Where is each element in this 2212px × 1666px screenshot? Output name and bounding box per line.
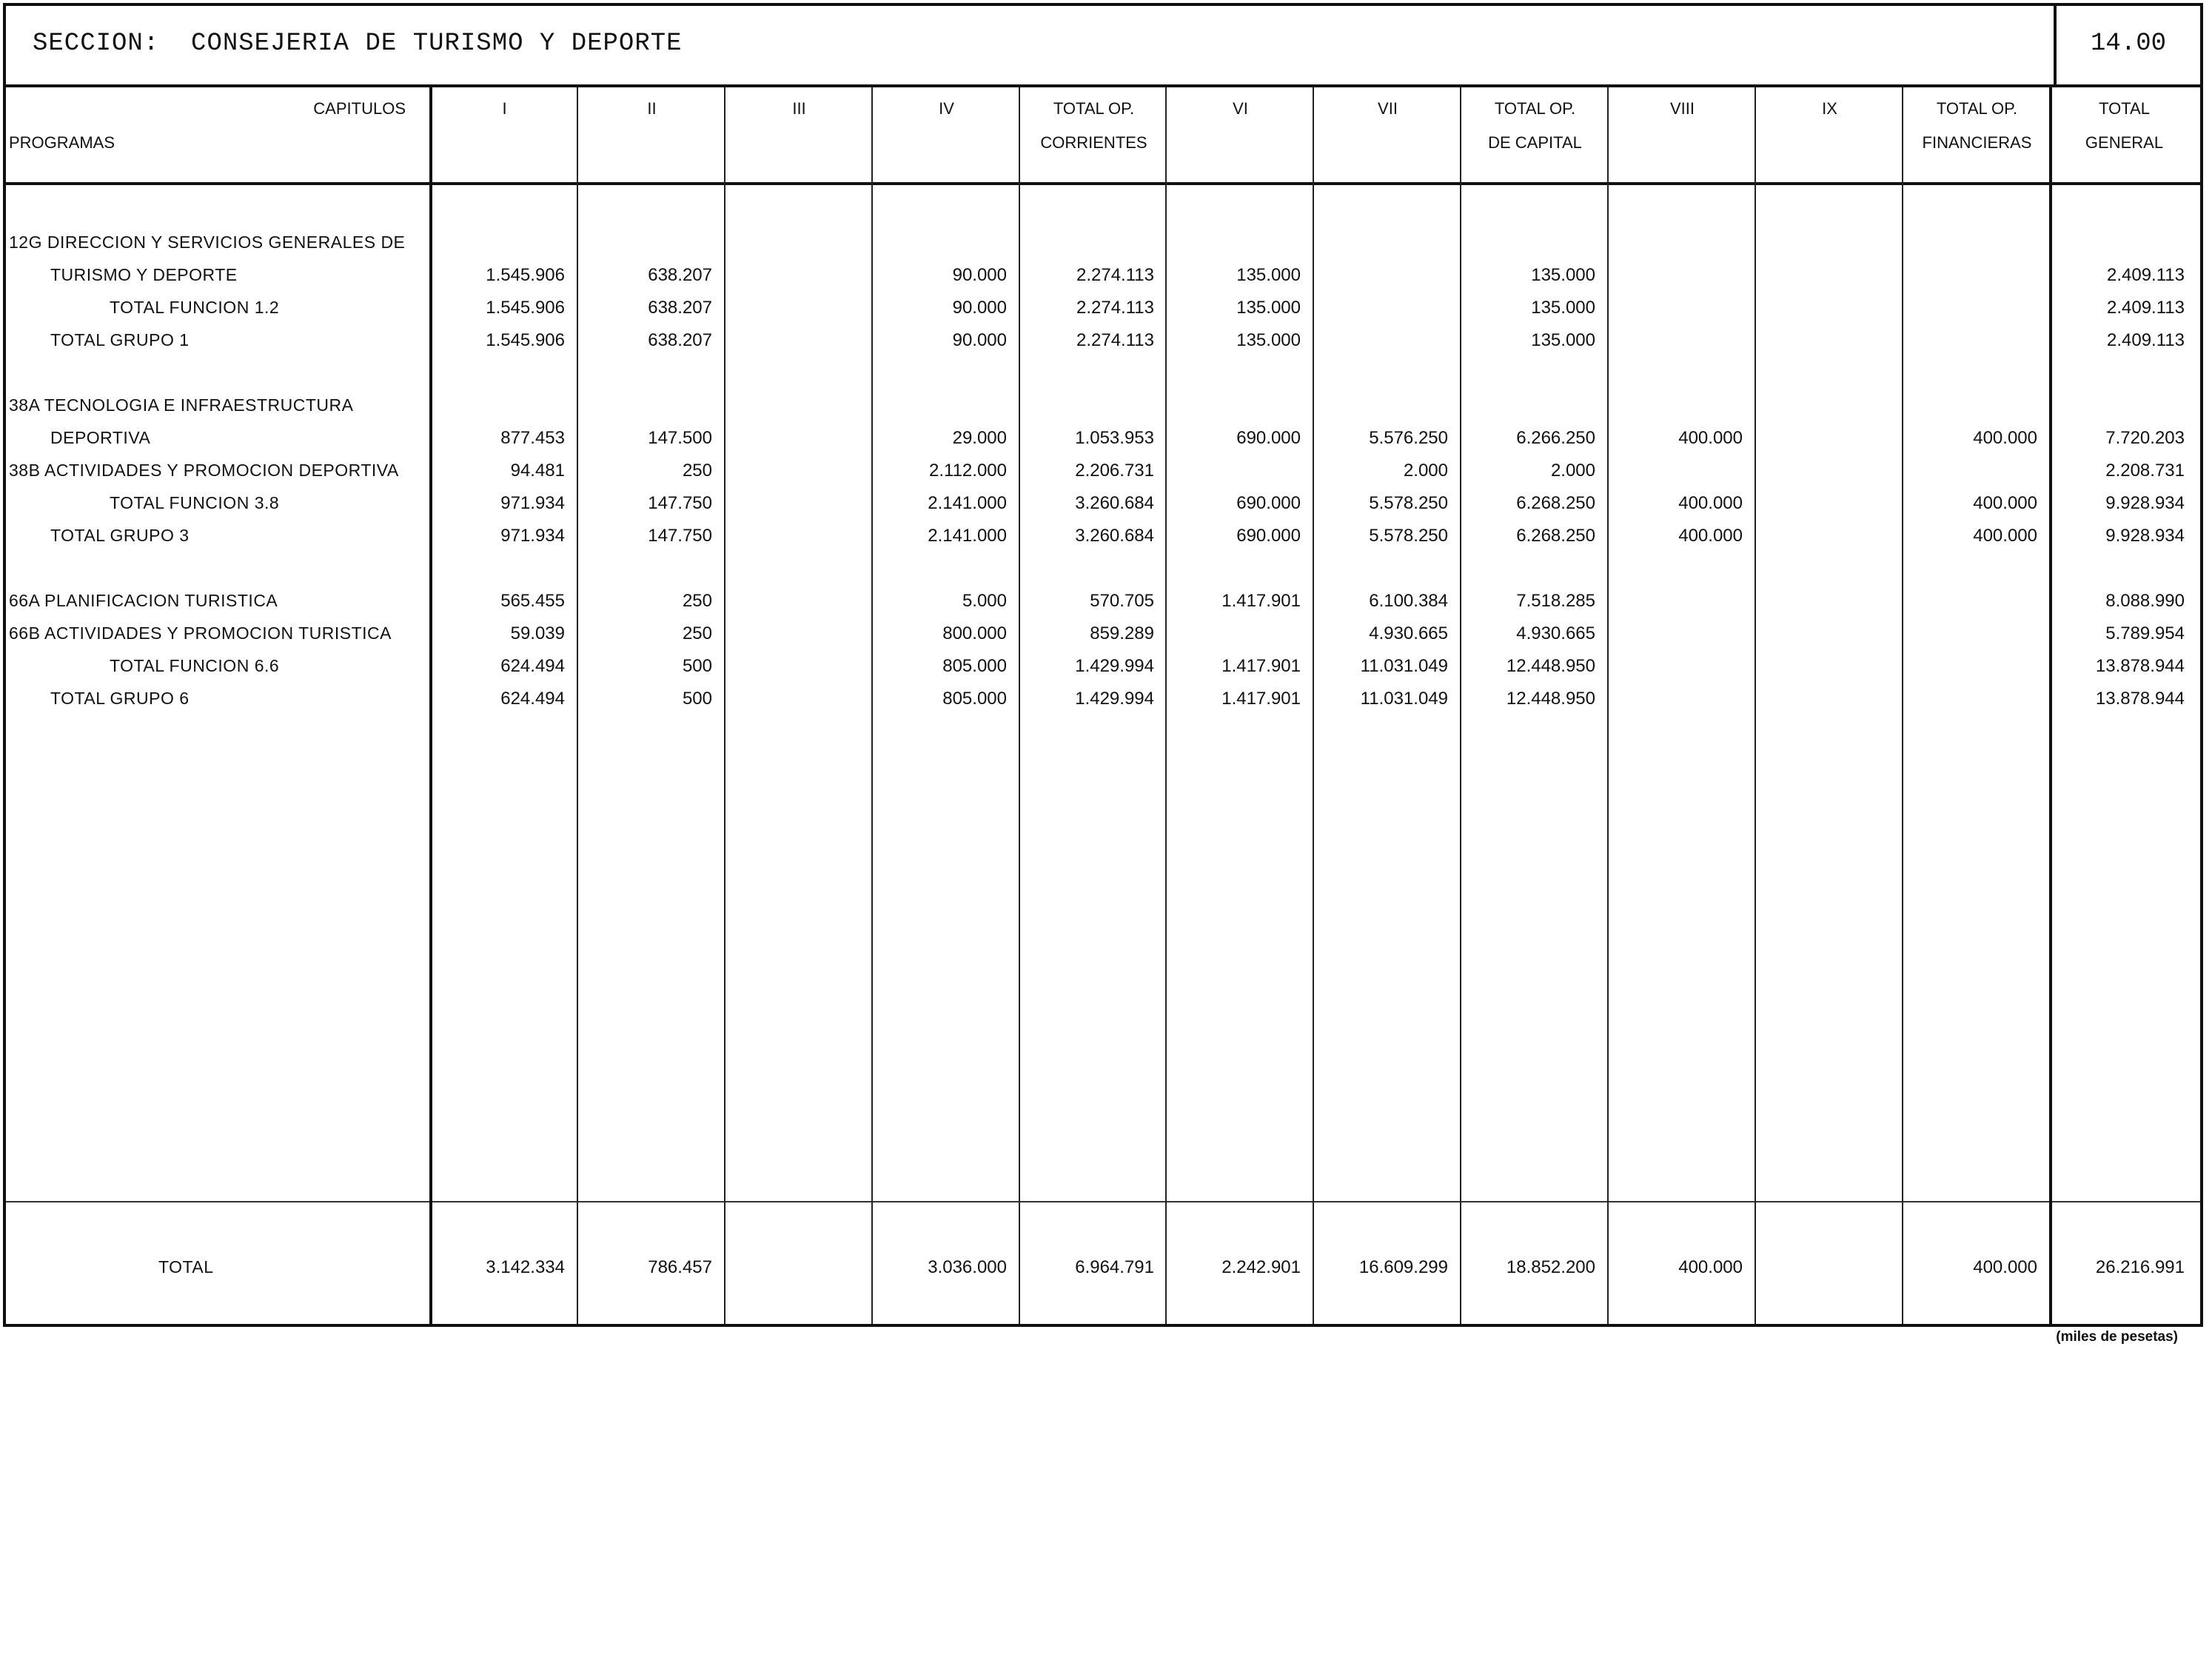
cell-value: 800.000: [942, 623, 1007, 643]
cell-value: 90.000: [952, 298, 1007, 318]
cell-value: 90.000: [952, 265, 1007, 285]
program-label: TOTAL FUNCION 6.6: [110, 656, 280, 675]
cell-value: 147.500: [648, 428, 712, 448]
column-header: VII: [1378, 99, 1398, 118]
cell-value: 250: [682, 591, 712, 611]
cell-value: 2.000: [1403, 461, 1448, 481]
column-header: GENERAL: [2085, 133, 2164, 152]
program-label: 66A PLANIFICACION TURISTICA: [9, 591, 278, 610]
total-value: 26.216.991: [2095, 1257, 2185, 1277]
header-separator: [6, 182, 2200, 185]
cell-value: 2.274.113: [1076, 265, 1154, 285]
column-header: IX: [1822, 99, 1837, 118]
cell-value: 1.429.994: [1075, 689, 1154, 709]
cell-value: 250: [682, 623, 712, 643]
cell-value: 12.448.950: [1506, 689, 1595, 709]
cell-value: 1.429.994: [1075, 656, 1154, 676]
cell-value: 11.031.049: [1360, 656, 1448, 676]
column-header: VI: [1233, 99, 1248, 118]
cell-value: 2.274.113: [1076, 298, 1154, 318]
cell-value: 135.000: [1531, 265, 1595, 285]
cell-value: 971.934: [500, 526, 565, 546]
cell-value: 8.088.990: [2105, 591, 2185, 611]
cell-value: 135.000: [1531, 330, 1595, 350]
cell-value: 4.930.665: [1516, 623, 1595, 643]
cell-value: 59.039: [510, 623, 565, 643]
section-label: SECCION:: [33, 30, 160, 58]
cell-value: 6.100.384: [1369, 591, 1448, 611]
column-header: VIII: [1669, 99, 1695, 118]
cell-value: 2.409.113: [2107, 265, 2185, 285]
cell-value: 11.031.049: [1360, 689, 1448, 709]
program-label: TOTAL FUNCION 3.8: [110, 493, 280, 512]
column-header: TOTAL OP.: [1936, 99, 2018, 118]
cell-value: 135.000: [1236, 330, 1301, 350]
cell-value: 2.409.113: [2107, 298, 2185, 318]
cell-value: 690.000: [1236, 526, 1301, 546]
cell-value: 500: [682, 656, 712, 676]
table-row: [6, 355, 2200, 388]
section-title: [33, 30, 683, 58]
cell-value: 5.578.250: [1369, 493, 1448, 513]
cell-value: 9.928.934: [2105, 493, 2185, 513]
cell-value: 1.545.906: [486, 330, 565, 350]
total-value: 18.852.200: [1506, 1257, 1595, 1277]
table-row: [6, 518, 2200, 551]
cell-value: 250: [682, 461, 712, 481]
cell-value: 2.141.000: [928, 526, 1007, 546]
program-label: 38A TECNOLOGIA E INFRAESTRUCTURA: [9, 395, 354, 415]
column-header: TOTAL OP.: [1053, 99, 1135, 118]
table-row: [6, 258, 2200, 290]
program-label: 66B ACTIVIDADES Y PROMOCION TURISTICA: [9, 623, 392, 643]
program-label: TOTAL GRUPO 1: [50, 330, 190, 349]
cell-value: 400.000: [1678, 526, 1743, 546]
cell-value: 5.789.954: [2105, 623, 2185, 643]
total-value: 400.000: [1678, 1257, 1743, 1277]
cell-value: 13.878.944: [2095, 689, 2185, 709]
table-row: [6, 616, 2200, 649]
section-name: CONSEJERIA DE TURISMO Y DEPORTE: [191, 30, 683, 58]
cell-value: 94.481: [510, 461, 565, 481]
cell-value: 2.000: [1550, 461, 1595, 481]
cell-value: 400.000: [1973, 526, 2037, 546]
cell-value: 3.260.684: [1075, 493, 1154, 513]
cell-value: 29.000: [952, 428, 1007, 448]
cell-value: 135.000: [1236, 298, 1301, 318]
table-row: [6, 551, 2200, 583]
table-row: [6, 486, 2200, 518]
cell-value: 638.207: [648, 298, 712, 318]
total-value: 6.964.791: [1075, 1257, 1154, 1277]
program-label: 12G DIRECCION Y SERVICIOS GENERALES DE: [9, 232, 406, 252]
cell-value: 135.000: [1236, 265, 1301, 285]
cell-value: 500: [682, 689, 712, 709]
cell-value: 565.455: [500, 591, 565, 611]
cell-value: 859.289: [1090, 623, 1154, 643]
cell-value: 135.000: [1531, 298, 1595, 318]
column-header: IV: [939, 99, 954, 118]
programas-label: PROGRAMAS: [9, 133, 115, 152]
cell-value: 624.494: [500, 689, 565, 709]
cell-value: 690.000: [1236, 493, 1301, 513]
cell-value: 13.878.944: [2095, 656, 2185, 676]
cell-value: 1.053.953: [1075, 428, 1154, 448]
cell-value: 570.705: [1090, 591, 1154, 611]
total-value: 400.000: [1973, 1257, 2037, 1277]
cell-value: 2.409.113: [2107, 330, 2185, 350]
cell-value: 6.268.250: [1516, 526, 1595, 546]
section-code: 14.00: [2090, 30, 2167, 58]
table-row: [6, 583, 2200, 616]
table-row: [6, 681, 2200, 714]
capitulos-label: CAPITULOS: [313, 99, 406, 118]
cell-value: 147.750: [648, 493, 712, 513]
budget-table: [3, 3, 2203, 1327]
table-row: [6, 323, 2200, 355]
column-header: III: [792, 99, 806, 118]
column-header: I: [502, 99, 507, 118]
table-row: [6, 388, 2200, 421]
section-title-bar: [6, 6, 2200, 87]
cell-value: 400.000: [1678, 493, 1743, 513]
cell-value: 6.266.250: [1516, 428, 1595, 448]
cell-value: 1.417.901: [1221, 591, 1301, 611]
cell-value: 638.207: [648, 330, 712, 350]
cell-value: 3.260.684: [1075, 526, 1154, 546]
column-header: DE CAPITAL: [1488, 133, 1582, 152]
program-label: TOTAL GRUPO 3: [50, 526, 190, 545]
column-header: TOTAL OP.: [1494, 99, 1576, 118]
cell-value: 690.000: [1236, 428, 1301, 448]
cell-value: 400.000: [1973, 428, 2037, 448]
cell-value: 1.545.906: [486, 265, 565, 285]
program-label: 38B ACTIVIDADES Y PROMOCION DEPORTIVA: [9, 461, 399, 480]
cell-value: 638.207: [648, 265, 712, 285]
column-header: CORRIENTES: [1040, 133, 1147, 152]
column-header: FINANCIERAS: [1922, 133, 2032, 152]
total-row: [6, 1250, 2200, 1282]
cell-value: 1.417.901: [1221, 689, 1301, 709]
column-header: II: [647, 99, 657, 118]
program-label: DEPORTIVA: [50, 428, 151, 447]
cell-value: 7.720.203: [2105, 428, 2185, 448]
cell-value: 400.000: [1678, 428, 1743, 448]
cell-value: 2.141.000: [928, 493, 1007, 513]
section-code-box: [2054, 6, 2200, 84]
cell-value: 1.545.906: [486, 298, 565, 318]
column-header: TOTAL: [2099, 99, 2150, 118]
cell-value: 2.208.731: [2105, 461, 2185, 481]
cell-value: 2.112.000: [929, 461, 1007, 481]
cell-value: 971.934: [500, 493, 565, 513]
cell-value: 624.494: [500, 656, 565, 676]
cell-value: 5.578.250: [1369, 526, 1448, 546]
program-label: TURISMO Y DEPORTE: [50, 265, 238, 284]
program-label: TOTAL GRUPO 6: [50, 689, 190, 708]
cell-value: 6.268.250: [1516, 493, 1595, 513]
total-label: TOTAL: [158, 1257, 214, 1277]
cell-value: 400.000: [1973, 493, 2037, 513]
cell-value: 2.274.113: [1076, 330, 1154, 350]
table-row: [6, 649, 2200, 681]
cell-value: 7.518.285: [1516, 591, 1595, 611]
cell-value: 5.576.250: [1369, 428, 1448, 448]
cell-value: 12.448.950: [1506, 656, 1595, 676]
cell-value: 5.000: [962, 591, 1007, 611]
cell-value: 877.453: [500, 428, 565, 448]
units-footnote: (miles de pesetas): [2056, 1329, 2178, 1345]
cell-value: 805.000: [942, 656, 1007, 676]
table-row: [6, 421, 2200, 453]
program-label: TOTAL FUNCION 1.2: [110, 298, 280, 317]
total-value: 3.036.000: [928, 1257, 1007, 1277]
cell-value: 9.928.934: [2105, 526, 2185, 546]
cell-value: 90.000: [952, 330, 1007, 350]
cell-value: 1.417.901: [1221, 656, 1301, 676]
table-row: [6, 225, 2200, 258]
table-row: [6, 290, 2200, 323]
total-separator: [6, 1201, 2200, 1202]
cell-value: 805.000: [942, 689, 1007, 709]
total-value: 2.242.901: [1221, 1257, 1301, 1277]
total-value: 16.609.299: [1358, 1257, 1448, 1277]
total-value: 786.457: [648, 1257, 712, 1277]
table-row: [6, 453, 2200, 486]
cell-value: 2.206.731: [1075, 461, 1154, 481]
cell-value: 147.750: [648, 526, 712, 546]
total-value: 3.142.334: [486, 1257, 565, 1277]
cell-value: 4.930.665: [1369, 623, 1448, 643]
